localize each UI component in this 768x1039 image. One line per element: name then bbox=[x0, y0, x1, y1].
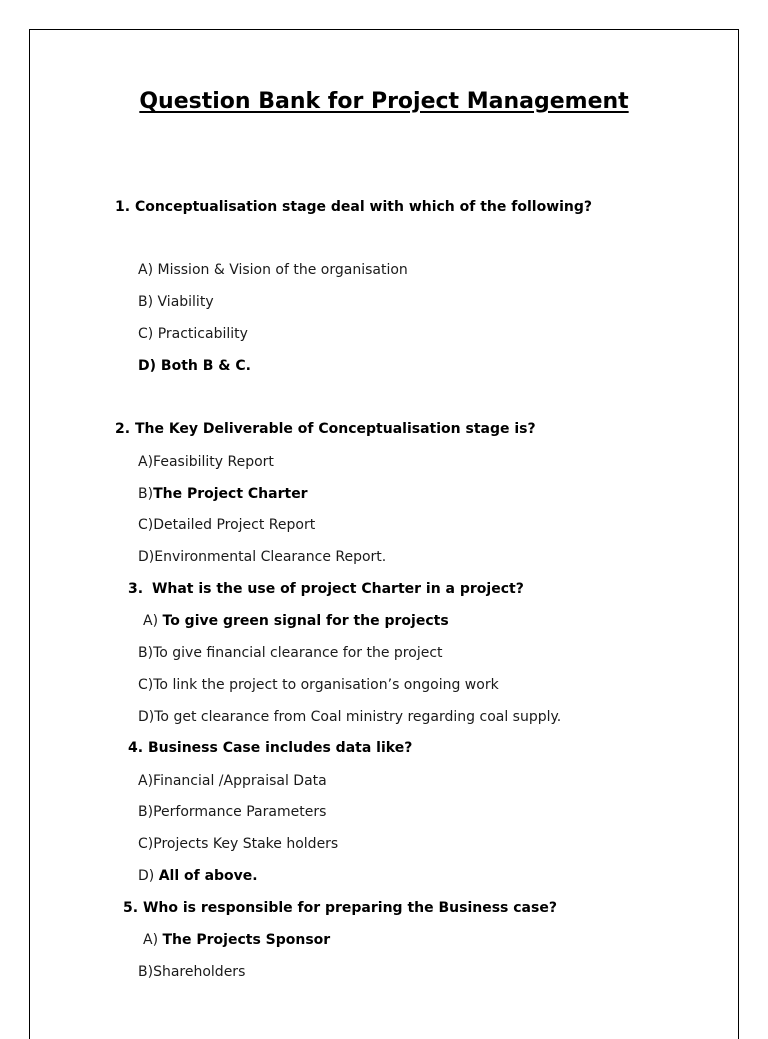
option-label: C) bbox=[138, 326, 154, 342]
option-text: To get clearance from Coal ministry regarding coal supply. bbox=[154, 709, 562, 725]
option-label: D) bbox=[138, 868, 155, 884]
option-4a bbox=[138, 772, 327, 790]
question-number: 2. bbox=[115, 421, 131, 437]
option-label: B) bbox=[138, 804, 154, 820]
option-text: Performance Parameters bbox=[153, 804, 327, 820]
option-label: A) bbox=[143, 932, 159, 948]
option-label: D) bbox=[138, 549, 155, 565]
option-text: All of above. bbox=[158, 868, 258, 884]
option-label: B) bbox=[138, 964, 154, 980]
option-text: Environmental Clearance Report. bbox=[154, 549, 387, 565]
question-number: 1. bbox=[115, 199, 131, 215]
option-text: Both B & C. bbox=[160, 358, 251, 374]
option-label: A) bbox=[138, 773, 154, 789]
option-text: Mission & Vision of the organisation bbox=[157, 262, 408, 278]
question-text: Conceptualisation stage deal with which of the following? bbox=[134, 199, 593, 215]
option-1c bbox=[138, 325, 248, 343]
option-4b bbox=[138, 803, 326, 821]
question-text: What is the use of project Charter in a project? bbox=[151, 581, 524, 597]
option-text: To give green signal for the projects bbox=[162, 613, 449, 629]
option-3a bbox=[143, 612, 449, 630]
option-label: C) bbox=[138, 836, 154, 852]
question-text: The Key Deliverable of Conceptualisation stage is? bbox=[134, 421, 536, 437]
document-page bbox=[29, 29, 739, 1039]
option-label: D) bbox=[138, 358, 157, 374]
option-text: Detailed Project Report bbox=[153, 517, 316, 533]
question-4 bbox=[128, 739, 412, 757]
option-1b bbox=[138, 293, 214, 311]
option-2d bbox=[138, 548, 386, 566]
option-1d bbox=[138, 357, 251, 375]
question-5 bbox=[123, 899, 557, 917]
option-label: D) bbox=[138, 709, 155, 725]
option-label: A) bbox=[138, 454, 154, 470]
option-text: Viability bbox=[157, 294, 214, 310]
option-label: B) bbox=[138, 645, 154, 661]
option-3c bbox=[138, 676, 499, 694]
option-text: To link the project to organisation’s ongoing work bbox=[153, 677, 499, 693]
option-2a bbox=[138, 453, 274, 471]
option-2b bbox=[138, 485, 308, 503]
option-3d bbox=[138, 708, 561, 726]
question-1 bbox=[115, 198, 592, 216]
option-label: B) bbox=[138, 294, 154, 310]
option-text: To give financial clearance for the project bbox=[153, 645, 443, 661]
option-4c bbox=[138, 835, 338, 853]
option-2c bbox=[138, 516, 315, 534]
option-text: Feasibility Report bbox=[153, 454, 274, 470]
option-text: Shareholders bbox=[153, 964, 246, 980]
option-label: A) bbox=[143, 613, 159, 629]
option-label: C) bbox=[138, 677, 154, 693]
option-5b bbox=[138, 963, 245, 981]
question-text: Business Case includes data like? bbox=[147, 740, 413, 756]
option-5a bbox=[143, 931, 330, 949]
option-label: A) bbox=[138, 262, 154, 278]
question-3 bbox=[128, 580, 524, 598]
option-text: The Projects Sponsor bbox=[162, 932, 331, 948]
question-number: 5. bbox=[123, 900, 139, 916]
question-number: 4. bbox=[128, 740, 144, 756]
option-label: B) bbox=[138, 486, 154, 502]
option-label: C) bbox=[138, 517, 154, 533]
option-text: Practicability bbox=[157, 326, 248, 342]
question-2 bbox=[115, 420, 536, 438]
option-text: The Project Charter bbox=[153, 486, 308, 502]
option-4d bbox=[138, 867, 258, 885]
option-text: Projects Key Stake holders bbox=[153, 836, 339, 852]
question-text: Who is responsible for preparing the Business case? bbox=[142, 900, 557, 916]
option-text: Financial /Appraisal Data bbox=[153, 773, 327, 789]
option-3b bbox=[138, 644, 443, 662]
option-1a bbox=[138, 261, 408, 279]
page-title: Question Bank for Project Management bbox=[139, 89, 629, 114]
question-number: 3. bbox=[128, 581, 144, 597]
